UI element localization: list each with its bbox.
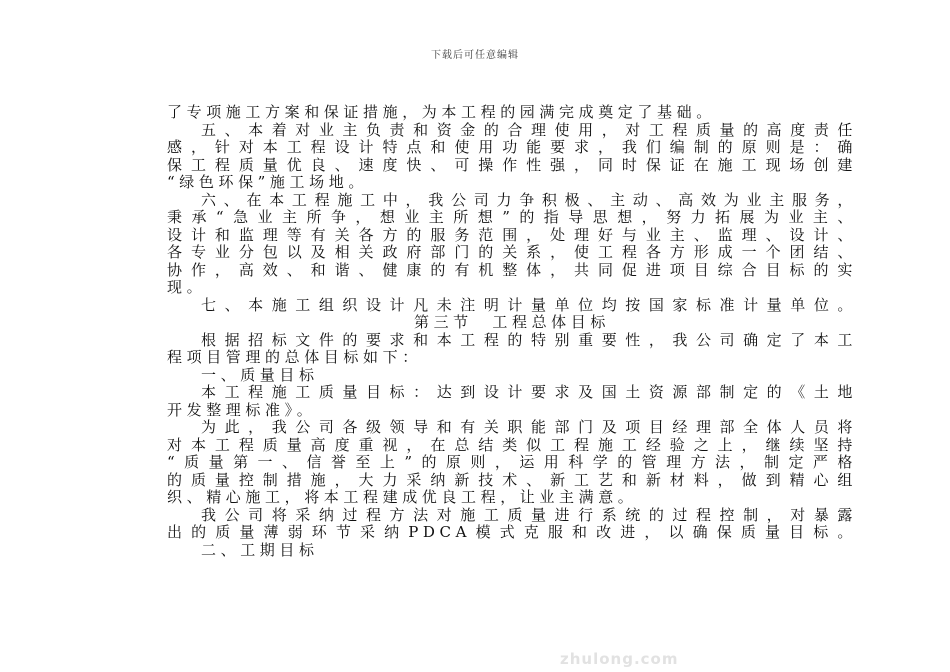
section-heading: 第三节 工程总体目标 [413, 314, 610, 331]
watermark: zhulong.com [560, 650, 679, 668]
text-line: 织、精心施工，将本工程建成优良工程，让业主满意。 [167, 489, 638, 506]
text-line: 对本工程质量高度重视，在总结类似工程施工经验之上，继续坚持 [167, 436, 857, 454]
text-line: 感，针对本工程设计特点和使用功能要求，我们编制的原则是：确 [167, 139, 857, 156]
text-line: 秉承“急业主所争，想业主所想”的指导思想，努力拓展为业主、 [167, 209, 857, 226]
text-line: 的质量控制措施，大力采纳新技术、新工艺和新材料，做到精心组 [167, 471, 857, 489]
text-line: 设计和监理等有关各方的服务范围，处理好与业主、监理、设计、 [167, 226, 857, 244]
text-line: 为此，我公司各级领导和有关职能部门及项目经理部全体人员将 [201, 419, 857, 436]
text-line: 本工程施工质量目标：达到设计要求及国土资源部制定的《土地 [201, 384, 857, 401]
text-line: 出的质量薄弱环节采纳PDCA模式克服和改进，以确保质量目标。 [167, 524, 857, 541]
page-header: 下载后可任意编辑 [431, 50, 519, 61]
text-line: 了专项施工方案和保证措施，为本工程的园满完成奠定了基础。 [167, 104, 716, 121]
text-line: 五、本着对业主负责和资金的合理使用，对工程质量的高度责任 [201, 121, 857, 139]
text-line: 开发整理标准》。 [167, 401, 317, 419]
text-line: 一、质量目标 [201, 366, 319, 384]
document-body [167, 104, 857, 559]
text-line: 二、工期目标 [201, 541, 319, 559]
text-line: 各专业分包以及相关政府部门的关系，使工程各方形成一个团结、 [167, 244, 857, 261]
text-line: 程项目管理的总体目标如下： [167, 349, 422, 366]
text-line: 六、在本工程施工中，我公司力争积极、主动、高效为业主服务， [201, 191, 857, 209]
text-line: “质量第一、信誉至上”的原则，运用科学的管理方法，制定严格 [167, 454, 857, 471]
text-line: “绿色环保”施工场地。 [167, 174, 368, 191]
text-line: 七、本施工组织设计凡未注明计量单位均按国家标准计量单位。 [201, 296, 857, 314]
text-line: 我公司将采纳过程方法对施工质量进行系统的过程控制，对暴露 [201, 506, 857, 524]
text-line: 根据招标文件的要求和本工程的特别重要性，我公司确定了本工 [201, 331, 857, 349]
text-line: 现。 [167, 279, 207, 296]
text-line: 保工程质量优良、速度快、可操作性强，同时保证在施工现场创建 [167, 156, 857, 174]
text-line: 协作，高效、和谐、健康的有机整体，共同促进项目综合目标的实 [167, 261, 857, 279]
